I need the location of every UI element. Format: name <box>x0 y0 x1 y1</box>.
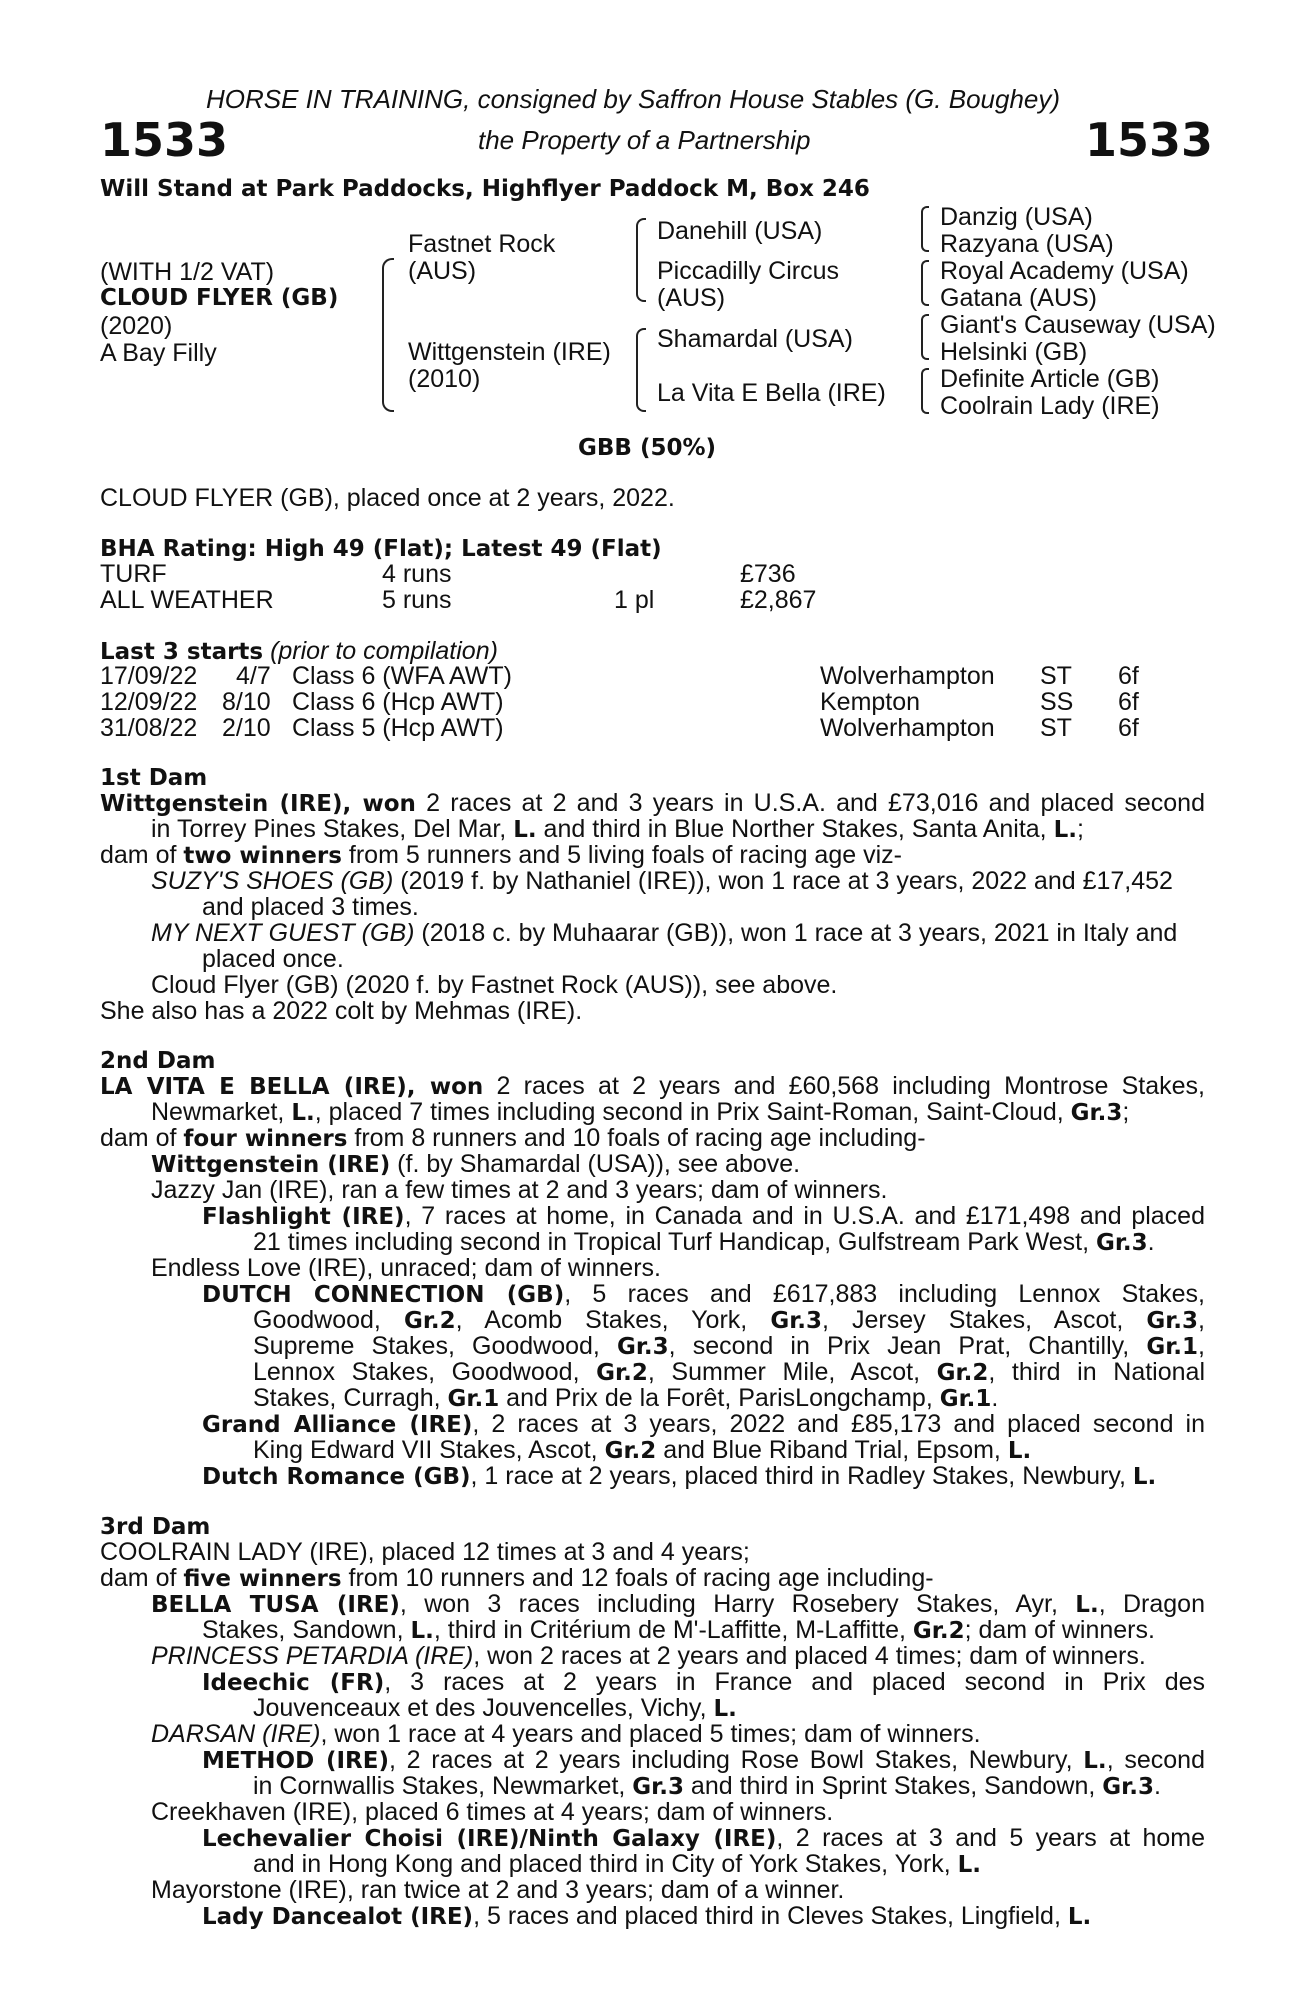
sire-dam-line-2: (AUS) <box>657 284 726 312</box>
dam1-line-7: placed once. <box>202 945 344 973</box>
t: , 5 races and placed third in Cleves Stakes, Lingfield, <box>473 1902 1068 1930</box>
t: from 8 runners and 10 foals of racing age including- <box>347 1124 926 1152</box>
lot-number-left: 1533 <box>100 113 229 167</box>
start-2-going: SS <box>1040 688 1074 716</box>
dam3-line-3 <box>151 1591 1205 1619</box>
dam-line-1: Wittgenstein (IRE) <box>408 338 611 366</box>
t: and Blue Riband Trial, Epsom, <box>656 1436 1008 1464</box>
dam2-heading: 2nd Dam <box>100 1048 216 1074</box>
dam1-heading: 1st Dam <box>100 765 208 791</box>
listed-tag: L. <box>1053 817 1077 843</box>
start-3-dist: 6f <box>1118 714 1139 742</box>
group-tag: Gr.2 <box>936 1360 989 1386</box>
dam2-line-15 <box>253 1437 1031 1465</box>
dam1-line-2-e: ; <box>1076 815 1084 843</box>
horse-name: CLOUD FLYER (GB) <box>100 285 339 311</box>
dam1-line-2 <box>151 816 1084 844</box>
dss: Giant's Causeway (USA) <box>940 311 1216 339</box>
t: (f. by Shamardal (USA)), see above. <box>390 1150 801 1178</box>
sss: Danzig (USA) <box>940 203 1093 231</box>
progeny-name: Ideechic (FR) <box>202 1670 385 1696</box>
group-tag: Gr.2 <box>403 1308 456 1334</box>
group-tag: Gr.1 <box>939 1386 992 1412</box>
rating-aw-placed: 1 pl <box>614 586 655 614</box>
dam1-line-1 <box>100 790 1205 818</box>
listed-tag: L. <box>713 1696 737 1722</box>
t: , 1 race at 2 years, placed third in Radley Stakes, Newbury, <box>470 1462 1133 1490</box>
listed-tag: L. <box>1132 1464 1157 1490</box>
progeny-name: Dutch Romance (GB) <box>202 1464 471 1490</box>
dam1-line-2-a: in Torrey Pines Stakes, Del Mar, <box>151 815 514 843</box>
dam2-line-1 <box>100 1073 1205 1101</box>
dam2-line-4 <box>151 1151 800 1179</box>
start-2-dist: 6f <box>1118 688 1139 716</box>
dam3-line-5 <box>151 1643 1146 1670</box>
t: , Summer Mile, Ascot, <box>647 1358 937 1386</box>
t: dam of <box>100 1564 184 1592</box>
t: Jouvenceaux et des Jouvencelles, Vichy, <box>253 1694 714 1722</box>
dam2-line-1-text: 2 races at 2 years and £60,568 including Montrose Stakes, <box>483 1072 1205 1100</box>
dam2-line-2 <box>151 1099 1129 1127</box>
progeny-name: SUZY'S SHOES (GB) <box>151 867 394 895</box>
listed-tag: L. <box>957 1852 982 1878</box>
t: , 2 races at 3 and 5 years at home <box>776 1824 1205 1852</box>
dam1-line-5: and placed 3 times. <box>202 893 419 921</box>
dam2-line-16 <box>202 1463 1156 1491</box>
t: , Acomb Stakes, York, <box>455 1306 771 1334</box>
t: 21 times including second in Tropical Turf Handicap, Gulfstream Park West, <box>253 1228 1096 1256</box>
progeny-name: MY NEXT GUEST (GB) <box>151 919 415 947</box>
t: Supreme Stakes, Goodwood, <box>253 1332 617 1360</box>
t: , placed 7 times including second in Prix Saint-Roman, Saint-Cloud, <box>314 1098 1071 1126</box>
start-1-class: Class 6 (WFA AWT) <box>292 662 512 690</box>
dam3-line-10 <box>253 1773 1161 1801</box>
start-3-pos: 2/10 <box>222 714 271 742</box>
progeny-name: METHOD (IRE) <box>202 1748 389 1774</box>
t: , won 1 race at 4 years and placed 5 times; dam of winners. <box>320 1720 981 1748</box>
start-1-going: ST <box>1040 662 1072 690</box>
dam2-line-13 <box>253 1385 998 1413</box>
group-tag: Gr.1 <box>1146 1334 1199 1360</box>
rating-aw-prize: £2,867 <box>740 586 817 614</box>
rating-title: BHA Rating: High 49 (Flat); Latest 49 (Flat) <box>100 536 662 562</box>
dam2-line-14 <box>202 1411 1205 1439</box>
listed-tag: L. <box>1075 1592 1099 1618</box>
pedigree-brace-gen1 <box>382 258 394 412</box>
dam1-line-8: Cloud Flyer (GB) (2020 f. by Fastnet Rock (AUS)), see above. <box>151 971 838 999</box>
t: from 10 runners and 12 foals of racing age including- <box>341 1564 934 1592</box>
dam3-line-11: Creekhaven (IRE), placed 6 times at 4 years; dam of winners. <box>151 1798 834 1826</box>
dam3-line-6 <box>202 1669 1205 1697</box>
listed-tag: L. <box>1007 1438 1032 1464</box>
t: , 2 races at 2 years including Rose Bowl Stakes, Newbury, <box>388 1746 1084 1774</box>
horse-summary: CLOUD FLYER (GB), placed once at 2 years, 2022. <box>100 484 675 512</box>
t: , second in Prix Jean Prat, Chantilly, <box>668 1332 1147 1360</box>
start-1-date: 17/09/22 <box>100 662 198 690</box>
sire-sire: Danehill (USA) <box>657 217 823 245</box>
dam3-line-8 <box>151 1721 981 1748</box>
start-3-date: 31/08/22 <box>100 714 198 742</box>
t: , 3 races at 2 years in France and placed second in Prix des <box>384 1668 1206 1696</box>
group-tag: Gr.3 <box>1070 1100 1123 1126</box>
dam2-line-6 <box>202 1203 1205 1231</box>
start-3-class: Class 5 (Hcp AWT) <box>292 714 504 742</box>
winners-count: four winners <box>183 1126 348 1152</box>
t: , won 3 races including Harry Rosebery Stakes, Ayr, <box>399 1590 1076 1618</box>
t: Lennox Stakes, Goodwood, <box>253 1358 597 1386</box>
vat-note: (WITH 1/2 VAT) <box>100 258 275 286</box>
dam1-line-1-text: 2 races at 2 and 3 years in U.S.A. and £73,016 and placed second <box>415 789 1205 817</box>
rating-aw-runs: 5 runs <box>382 586 452 614</box>
progeny-name: Lady Dancealot (IRE) <box>202 1904 474 1930</box>
progeny-name: Flashlight (IRE) <box>202 1204 405 1230</box>
t: , second <box>1106 1746 1205 1774</box>
dam1-line-4-b: (2019 f. by Nathaniel (IRE)), won 1 race at 3 years, 2022 and £17,452 <box>393 867 1173 895</box>
t: King Edward VII Stakes, Ascot, <box>253 1436 605 1464</box>
progeny-name: Grand Alliance (IRE) <box>202 1412 473 1438</box>
winners-count: five winners <box>183 1566 342 1592</box>
dam2-line-12 <box>253 1359 1205 1387</box>
rating-aw-surface: ALL WEATHER <box>100 586 274 614</box>
pedigree-brace-sire <box>636 218 646 302</box>
rating-turf-runs: 4 runs <box>382 560 452 588</box>
dam2-line-3 <box>100 1125 926 1153</box>
progeny-name: Wittgenstein (IRE) <box>151 1152 391 1178</box>
start-3-course: Wolverhampton <box>820 714 995 742</box>
dam2-line-7 <box>253 1229 1155 1257</box>
dam2-name: LA VITA E BELLA (IRE), won <box>100 1074 484 1100</box>
dam1-line-6 <box>151 920 1177 947</box>
t: . <box>1147 1228 1155 1256</box>
progeny-name: Lechevalier Choisi (IRE)/Ninth Galaxy (IRE) <box>202 1826 777 1852</box>
horse-year: (2020) <box>100 312 173 340</box>
start-2-pos: 8/10 <box>222 688 271 716</box>
rating-turf-prize: £736 <box>740 560 796 588</box>
sire-dam-line-1: Piccadilly Circus <box>657 257 839 285</box>
t: , <box>1198 1306 1205 1334</box>
group-tag: Gr.3 <box>1146 1308 1199 1334</box>
t: , third in National <box>988 1358 1205 1386</box>
t: and in Hong Kong and placed third in City of York Stakes, York, <box>253 1850 958 1878</box>
dam3-line-9 <box>202 1747 1205 1775</box>
pedigree-brace-3b <box>921 260 929 306</box>
t: and third in Sprint Stakes, Sandown, <box>683 1772 1103 1800</box>
pedigree-brace-dam <box>636 328 646 412</box>
group-tag: Gr.2 <box>596 1360 648 1386</box>
group-tag: Gr.3 <box>632 1774 684 1800</box>
dam1-line-4 <box>151 868 1173 895</box>
rating-turf-surface: TURF <box>100 560 167 588</box>
t: ; <box>1122 1098 1130 1126</box>
t: , 7 races at home, in Canada and in U.S.A. and £171,498 and placed <box>404 1202 1205 1230</box>
dam3-line-14: Mayorstone (IRE), ran twice at 2 and 3 years; dam of a winner. <box>151 1876 845 1904</box>
dam3-line-7 <box>253 1695 737 1723</box>
t: and Prix de la Forêt, ParisLongchamp, <box>499 1384 940 1412</box>
listed-tag: L. <box>513 817 537 843</box>
progeny-name: PRINCESS PETARDIA (IRE) <box>151 1642 474 1670</box>
dam3-line-15 <box>202 1903 1091 1931</box>
pedigree-brace-3c <box>921 314 929 360</box>
group-tag: Gr.3 <box>770 1308 822 1334</box>
t: ; dam of winners. <box>964 1616 1155 1644</box>
dam1-line-3 <box>100 842 902 870</box>
dam1-line-3-c: from 5 runners and 5 living foals of racing age viz- <box>341 841 902 869</box>
dam2-line-5: Jazzy Jan (IRE), ran a few times at 2 and 3 years; dam of winners. <box>151 1176 888 1204</box>
t: , 2 races at 3 years, 2022 and £85,173 and placed second in <box>472 1410 1205 1438</box>
start-2-date: 12/09/22 <box>100 688 198 716</box>
t: . <box>1153 1772 1161 1800</box>
group-tag: Gr.3 <box>616 1334 669 1360</box>
t: Stakes, Curragh, <box>253 1384 448 1412</box>
dam1-name: Wittgenstein (IRE), won <box>100 791 416 817</box>
group-tag: Gr.3 <box>1095 1230 1148 1256</box>
sire-line-1: Fastnet Rock <box>408 230 556 258</box>
horse-description: A Bay Filly <box>100 339 217 367</box>
dam1-line-3-a: dam of <box>100 841 184 869</box>
dsd: Helsinki (GB) <box>940 338 1088 366</box>
dam-sire: Shamardal (USA) <box>657 325 853 353</box>
start-1-dist: 6f <box>1118 662 1139 690</box>
dam3-line-12 <box>202 1825 1205 1853</box>
dam3-heading: 3rd Dam <box>100 1514 211 1540</box>
dam1-line-2-c: and third in Blue Norther Stakes, Santa Anita, <box>536 815 1054 843</box>
start-2-class: Class 6 (Hcp AWT) <box>292 688 504 716</box>
winners-count: two winners <box>183 843 342 869</box>
dam-line-2: (2010) <box>408 365 481 393</box>
progeny-name: DARSAN (IRE) <box>151 1720 321 1748</box>
sire-line-2: (AUS) <box>408 257 477 285</box>
t: in Cornwallis Stakes, Newmarket, <box>253 1772 633 1800</box>
sdd: Gatana (AUS) <box>940 284 1098 312</box>
dam3-line-4 <box>202 1617 1155 1645</box>
t: Newmarket, <box>151 1098 292 1126</box>
progeny-name: BELLA TUSA (IRE) <box>151 1592 400 1618</box>
start-1-pos: 4/7 <box>236 662 271 690</box>
dam1-line-9: She also has a 2022 colt by Mehmas (IRE). <box>100 997 583 1025</box>
dam2-line-10 <box>253 1307 1205 1335</box>
t: . <box>991 1384 999 1412</box>
listed-tag: L. <box>1067 1904 1092 1930</box>
progeny-name: DUTCH CONNECTION (GB) <box>202 1282 565 1308</box>
t: dam of <box>100 1124 184 1152</box>
group-tag: Gr.2 <box>912 1618 965 1644</box>
listed-tag: L. <box>1083 1748 1107 1774</box>
listed-tag: L. <box>410 1618 434 1644</box>
ddd: Coolrain Lady (IRE) <box>940 392 1160 420</box>
dam2-line-11 <box>253 1333 1205 1361</box>
t: , Jersey Stakes, Ascot, <box>822 1306 1147 1334</box>
pedigree-brace-3a <box>921 206 929 252</box>
group-tag: Gr.1 <box>447 1386 500 1412</box>
ssd: Razyana (USA) <box>940 230 1114 258</box>
listed-tag: L. <box>291 1100 315 1126</box>
t: , <box>1198 1332 1205 1360</box>
sds: Royal Academy (USA) <box>940 257 1189 285</box>
dam1-line-6-b: (2018 c. by Muhaarar (GB)), won 1 race at 3 years, 2021 in Italy and <box>414 919 1178 947</box>
consignor-line: HORSE IN TRAINING, consigned by Saffron House Stables (G. Boughey) <box>206 84 1061 114</box>
group-tag: Gr.3 <box>1102 1774 1154 1800</box>
starts-note: (prior to compilation) <box>270 637 498 665</box>
t: Goodwood, <box>253 1306 404 1334</box>
starts-title: Last 3 starts <box>100 639 264 665</box>
t: Stakes, Sandown, <box>202 1616 411 1644</box>
t: , third in Critérium de M'-Laffitte, M-Laffitte, <box>433 1616 913 1644</box>
group-tag: Gr.2 <box>604 1438 657 1464</box>
dam3-line-1: COOLRAIN LADY (IRE), placed 12 times at 3 and 4 years; <box>100 1538 750 1566</box>
start-3-going: ST <box>1040 714 1072 742</box>
dam2-line-8: Endless Love (IRE), unraced; dam of winners. <box>151 1254 661 1282</box>
dds: Definite Article (GB) <box>940 365 1160 393</box>
stand-location: Will Stand at Park Paddocks, Highflyer Paddock M, Box 246 <box>100 176 870 202</box>
t: , Dragon <box>1098 1590 1205 1618</box>
t: , won 2 races at 2 years and placed 4 times; dam of winners. <box>473 1642 1146 1670</box>
start-2-course: Kempton <box>820 688 921 716</box>
dam3-line-2 <box>100 1565 934 1593</box>
start-1-course: Wolverhampton <box>820 662 995 690</box>
pedigree-brace-3d <box>921 368 929 414</box>
dam-dam: La Vita E Bella (IRE) <box>657 379 886 407</box>
dam3-line-13 <box>253 1851 981 1879</box>
dam2-line-9 <box>202 1281 1205 1309</box>
lot-number-right: 1533 <box>1085 113 1214 167</box>
t: , 5 races and £617,883 including Lennox Stakes, <box>564 1280 1205 1308</box>
property-line: the Property of a Partnership <box>478 125 811 155</box>
gbb-status: GBB (50%) <box>578 435 717 461</box>
